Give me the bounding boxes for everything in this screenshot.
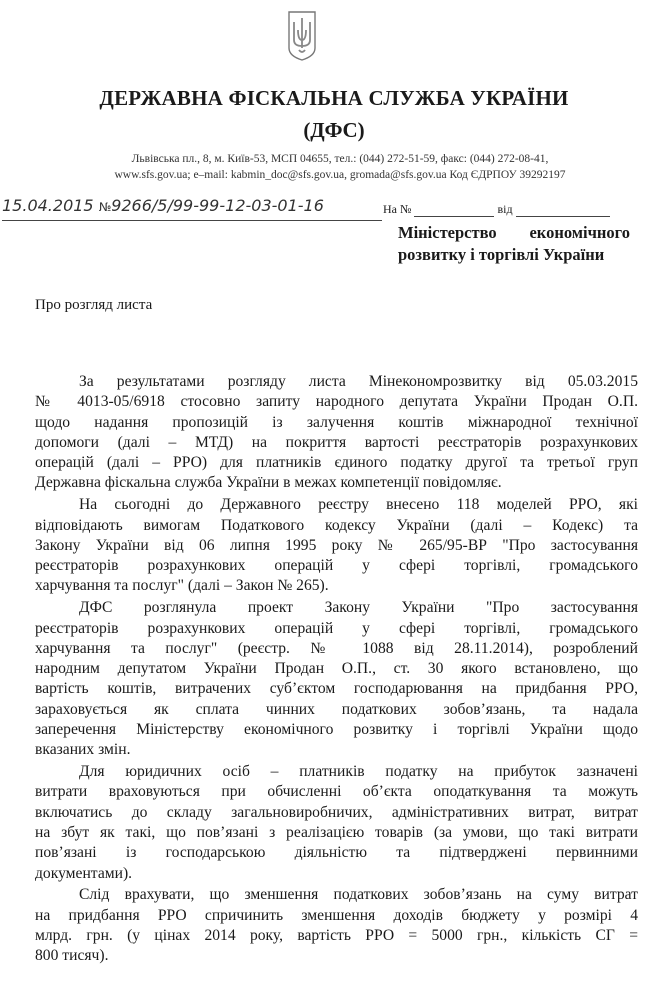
body-line: Закону України від 06 липня 1995 року № 265/95-ВР "Про застосування: [35, 536, 638, 554]
registration-number: 9266/5/99-99-12-03-01-16: [111, 196, 324, 215]
body-line: харчування та послуг" (далі – Закон № 265).: [35, 577, 329, 595]
reference-line: [383, 201, 610, 217]
body-line: відповідають вимогам Податкового кодексу України (далі – Кодекс) та: [35, 516, 638, 534]
body-line: пов’язані із господарською діяльністю та підтверджені первинними: [35, 844, 638, 862]
registration-date: 15.04.2015: [2, 196, 94, 215]
body-line: допомоги (далі – МТД) на покриття вартості реєстраторів розрахункових: [35, 433, 638, 451]
body-paragraph: [35, 762, 638, 884]
body-line: народним депутатом України Продан О.П., ст. 30 якого встановлено, що: [35, 660, 638, 678]
agency-abbreviation: (ДФС): [303, 118, 365, 142]
body-line: За результатами розгляду листа Мінекономрозвитку від 05.03.2015: [79, 373, 638, 390]
body-line: на придбання РРО спричинить зменшення доходів бюджету у розмірі 4: [35, 906, 638, 924]
trident-coat-of-arms-icon: [287, 10, 317, 62]
agency-address: Львівська пл., 8, м. Київ-53, МСП 04655, тел.: (044) 272-51-59, факс: (044) 272-08-41,: [131, 153, 549, 165]
registration-line: [2, 196, 382, 221]
body-paragraph: [35, 885, 638, 966]
body-line: реєстраторів розрахункових операцій у сфері торгівлі, громадського: [35, 619, 638, 637]
body-line: Для юридичних осіб – платників податку на прибуток зазначені: [79, 763, 638, 781]
body-line: На сьогодні до Державного реєстру внесено 118 моделей РРО, які: [79, 496, 638, 514]
recipient-block: [398, 222, 630, 266]
body-line: реєстраторів розрахункових операцій у сфері торгівлі, громадського: [35, 557, 638, 575]
agency-contacts: www.sfs.gov.ua; e–mail: kabmin_doc@sfs.gov.ua, gromada@sfs.gov.ua Код ЄДРПОУ 39292197: [114, 169, 566, 181]
body-line: 800 тисяч).: [35, 947, 109, 965]
body-line: вказаних змін.: [35, 741, 131, 759]
body-line: харчування та послуг" (реєстр. № 1088 від 28.11.2014), розроблений: [35, 639, 638, 657]
body-line: Слід врахувати, що зменшення податкових зобов’язань на суму витрат: [79, 886, 638, 904]
body-line: документами).: [35, 864, 133, 882]
agency-title: ДЕРЖАВНА ФІСКАЛЬНА СЛУЖБА УКРАЇНИ: [99, 86, 569, 110]
body-line: ДФС розглянула проект Закону України "Про застосування: [79, 599, 638, 617]
body-line: № 4013-05/6918 стосовно запиту народного депутата України Продан О.П.: [35, 393, 638, 411]
ref-date-label: від: [497, 202, 513, 216]
body-line: зараховується як сплата чинних податкових зобов’язань, та надала: [35, 700, 638, 718]
body-line: витрати враховуються при обчисленні об’єкта оподаткування та можуть: [35, 783, 638, 801]
subject-line: Про розгляд листа: [35, 297, 153, 313]
letter-body: [35, 372, 638, 968]
ref-number-blank: [414, 201, 494, 217]
body-line: млрд. грн. (у цінах 2014 року, вартість РРО = 5000 грн., кількість СГ =: [35, 927, 638, 945]
body-paragraph: [35, 598, 638, 760]
body-line: вартість коштів, витрачених суб’єктом господарювання на придбання РРО,: [35, 680, 638, 698]
body-line: операцій (далі – РРО) для платників єдиного податку другої та третьої груп: [35, 454, 638, 472]
body-line: включатись до складу загальновиробничих, адміністративних витрат, витрат: [35, 803, 638, 821]
body-line: щодо надання пропозицій із залучення коштів міжнародної технічної: [35, 413, 638, 431]
body-line: Державна фіскальна служба України в межах компетенції повідомляє.: [35, 474, 502, 492]
body-line: заперечення Міністерству економічного розвитку і торгівлі України щодо: [35, 721, 638, 739]
number-sign: №: [98, 200, 112, 214]
body-paragraph: [35, 495, 638, 596]
ref-date-blank: [516, 201, 610, 217]
body-line: на збут як такі, що пов’язані з реалізацією товарів (за умови, що такі витрати: [35, 824, 638, 842]
recipient-line: Міністерство економічного: [398, 223, 630, 242]
body-paragraph: [35, 372, 638, 494]
recipient-line: розвитку і торгівлі України: [398, 245, 605, 264]
ref-number-label: На №: [383, 202, 412, 216]
